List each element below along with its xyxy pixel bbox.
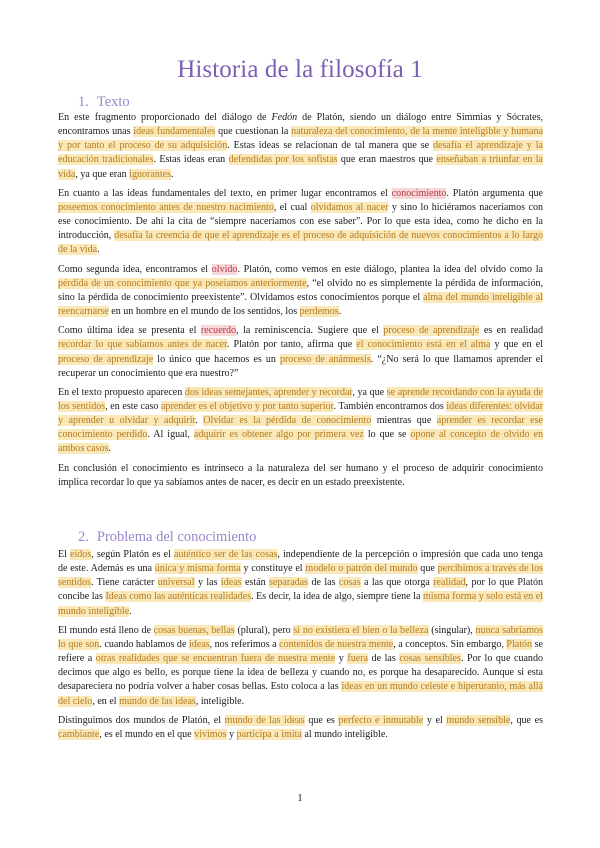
highlighted-text: proceso de aprendizaje (58, 353, 154, 365)
text-run: , es el mundo en el que (99, 728, 195, 740)
highlighted-text: cosas (338, 577, 361, 589)
text-run: , inteligible. (195, 695, 245, 707)
text-run: , independiente de la percepción o impresión que cada uno tenga de este. Además es una (58, 549, 543, 575)
text-run: . También encontramos dos (333, 400, 447, 412)
highlighted-text: perdemos (299, 306, 339, 318)
highlighted-text: perfecto e inmutable (338, 714, 424, 726)
text-run: , la reminiscencia. Sugiere que el (236, 325, 384, 337)
text-run: . Estas ideas se relacionan de tal manera que se (227, 140, 434, 152)
text-run: Como segunda idea, encontramos el (58, 263, 212, 275)
section-body-texto (58, 111, 543, 495)
text-run: es en realidad (479, 325, 543, 337)
paragraph (58, 548, 543, 619)
text-run: , ya que (352, 386, 387, 398)
text-run: y sino lo hiciéramos naceríamos con ese conocimiento. De ahí la cita de “siempre naceríamos con ese saber”. Por lo que esta idea, como he dicho en la introducción, (58, 201, 543, 242)
text-run: , nos referimos a (209, 638, 280, 650)
text-run: (singular), (428, 624, 476, 636)
paragraph (58, 714, 543, 742)
text-run: Distinguimos dos mundos de Platón, el (58, 714, 225, 726)
text-run: , por lo que Platón concibe las (58, 577, 543, 603)
highlighted-text: enseñaban a triunfar en la vida (58, 154, 544, 180)
highlighted-text: se aprende recordando con la ayuda de los sentidos (58, 386, 543, 412)
text-run: . (108, 443, 112, 455)
highlighted-text: mundo sensible (446, 714, 511, 726)
highlighted-text: ideas diferentes: olvidar y aprender u olvidar y adquirir (58, 400, 544, 427)
highlighted-text: ideas en un mundo celeste e hiperuranio, más allá del cielo (58, 681, 543, 707)
highlighted-text: defendidas por los sofistas (228, 154, 338, 166)
highlighted-text: contenidos de nuestra mente (279, 638, 394, 650)
highlighted-text: desafía el aprendizaje y la educación tradicionales (58, 140, 543, 166)
text-run: y el (423, 714, 447, 726)
highlighted-key-term: conocimiento (391, 187, 447, 199)
text-run: de Platón, siendo un diálogo entre Simmias y Sócrates, encontramos unas (58, 112, 543, 138)
highlighted-text: mundo de las ideas (119, 695, 196, 707)
highlighted-text: desafía la creencia de que el aprendizaje es el proceso de adquisición de nuevos conocimientos a lo largo de la vida (58, 230, 543, 256)
highlighted-text: adquirir es obtener algo por primera vez (193, 429, 364, 441)
text-run: . Platón, como vemos en este diálogo, plantea la idea del olvido como la (237, 263, 543, 275)
section-heading-texto (78, 94, 130, 111)
highlighted-text: fuera (347, 653, 368, 665)
highlighted-text: olvidamos al nacer (310, 201, 389, 213)
highlighted-text: Platón (506, 638, 533, 650)
paragraph (58, 187, 543, 258)
highlighted-text: nunca sabríamos lo que son (58, 624, 543, 650)
highlighted-text: cosas buenas, bellas (153, 624, 235, 636)
text-run: En este fragmento proporcionado del diálogo de (58, 112, 272, 123)
highlighted-text: ideas (188, 638, 210, 650)
text-run: En cuanto a las ideas fundamentales del texto, en primer lugar encontramos el (58, 187, 392, 199)
page-title: Historia de la filosofía 1 (177, 56, 423, 83)
highlighted-text: alma del mundo inteligible al reencarnarse (58, 291, 544, 318)
text-run: , a conceptos. Sin embargo, (393, 638, 507, 650)
text-run: que (417, 563, 438, 575)
highlighted-text: otras realidades que se encuentran fuera de nuestra mente (95, 653, 336, 665)
highlighted-key-term: recuerdo (200, 325, 237, 337)
text-run: , según Platón es el (91, 549, 175, 560)
section-number: 1. (78, 94, 89, 110)
text-run: de las (308, 577, 339, 589)
highlighted-text: percibimos a través de los sentidos (58, 563, 544, 589)
text-run: . Tiene carácter (90, 577, 158, 589)
highlighted-text: ideas (220, 577, 242, 589)
highlighted-text: Ideas como las auténticas realidades (105, 591, 252, 603)
text-run: . “¿No será lo que llamamos aprender el recuperar un conocimiento que era nuestro?” (58, 353, 543, 379)
text-run: (plural), pero (234, 624, 294, 636)
highlighted-text: el conocimiento está en el alma (356, 339, 491, 351)
text-run: . Platón por tanto, afirma que (226, 339, 357, 351)
highlighted-text: aprender es recordar ese conocimiento perdido (58, 415, 543, 441)
highlighted-text: separadas (269, 577, 309, 589)
highlighted-text: auténtico ser de las cosas (174, 549, 278, 560)
text-run: En conclusión el conocimiento es intrínseco a la naturaleza del ser humano y el proceso de adquirir conocimiento implica recordar lo que ya sabíamos antes de nacer, es decir en un estado preexistente. (58, 462, 543, 488)
highlighted-text: mundo de las ideas (224, 714, 305, 726)
text-run: de las (367, 653, 400, 665)
text-run: están (241, 577, 269, 589)
highlighted-text: vivimos (194, 728, 227, 740)
text-run: mientras que (371, 415, 437, 427)
text-run: y (226, 728, 237, 740)
highlighted-text: si no existiera el bien o la belleza (293, 624, 429, 636)
highlighted-text: ignorantes (129, 168, 172, 180)
text-run: que cuestionan la (215, 126, 292, 138)
highlighted-key-term: olvido (211, 263, 238, 275)
text-run: . Platón argumenta que (446, 187, 543, 199)
highlighted-text: pérdida de un conocimiento que ya poseíamos anteriormente (58, 277, 307, 289)
section-number: 2. (78, 529, 89, 545)
highlighted-text: proceso de anámnesis (280, 353, 371, 365)
text-run: y constituye el (240, 563, 306, 575)
highlighted-text: realidad (433, 577, 466, 589)
italic-text: Fedón (271, 112, 298, 123)
text-run: al mundo inteligible. (301, 728, 388, 740)
text-run: en un hombre en el mundo de los sentidos, los (108, 306, 300, 318)
section-body-conocimiento (58, 548, 543, 747)
text-run: . Es decir, la idea de algo, siempre tiene la (251, 591, 423, 603)
text-run: . Estas ideas eran (153, 154, 229, 166)
highlighted-text: recordar lo que sabíamos antes de nacer (58, 339, 227, 351)
text-run: lo que se (363, 429, 411, 441)
paragraph (58, 386, 543, 457)
text-run: , ya que eran (75, 168, 130, 180)
text-run: . (97, 244, 100, 256)
text-run: a las que otorga (360, 577, 434, 589)
text-run: , que es (510, 714, 543, 726)
text-run: que eran maestros que (337, 154, 437, 166)
highlighted-text: única y misma forma (154, 563, 241, 575)
text-run: y (335, 653, 348, 665)
text-run: . cuando hablamos de (99, 638, 189, 650)
highlighted-text: opone al concepto de olvido en ambos casos (58, 429, 543, 455)
highlighted-text: aprender es el objetivo y por tanto superior (160, 400, 334, 412)
highlighted-text: cambiante (58, 728, 100, 740)
text-run: El (58, 549, 71, 560)
text-run: , el cual (273, 201, 311, 213)
section-title: Texto (96, 94, 130, 110)
text-run: El mundo está lleno de (58, 624, 154, 636)
page-number: 1 (297, 792, 303, 804)
highlighted-text: proceso de aprendizaje (383, 325, 480, 337)
text-run: , en el (92, 695, 120, 707)
highlighted-text: Olvidar es la pérdida de conocimiento (203, 415, 372, 427)
text-run: . (171, 168, 174, 180)
text-run: y que en el (490, 339, 543, 351)
text-run: . (129, 605, 132, 617)
text-run: y las (194, 577, 221, 589)
text-run: se refiere a (58, 638, 543, 665)
highlighted-text: ideas fundamentales (133, 126, 216, 138)
text-run: . Por lo que cuando decimos que algo es bello, es porque tiene la idea de belleza y cuando no, es porque ha desaparecido. Aunque si esta desapareciera no podría volver a haber cosas bellas. Esto coloca a las (58, 653, 543, 693)
section-heading-conocimiento (78, 529, 256, 546)
highlighted-text: participa a imita (236, 728, 302, 740)
text-run: , “el olvido no es simplemente la pérdida de información, sino la pérdida de conocimiento preexistente”. Olvidamos estos conocimientos porque el (58, 277, 543, 303)
paragraph (58, 111, 543, 182)
text-run: . Al igual, (147, 429, 194, 441)
text-run: Como última idea se presenta el (58, 325, 201, 337)
text-run: , en este caso (105, 400, 161, 412)
paragraph (58, 624, 543, 709)
highlighted-text: poseemos conocimiento antes de nuestro nacimiento (58, 201, 274, 213)
highlighted-text: universal (157, 577, 195, 589)
section-title: Problema del conocimiento (96, 529, 257, 545)
text-run: . (338, 306, 342, 318)
paragraph (58, 324, 543, 381)
text-run: En el texto propuesto aparecen (58, 386, 185, 398)
text-run: lo único que hacemos es un (153, 353, 280, 365)
highlighted-text: misma forma y solo está en el mundo inteligible (58, 591, 543, 617)
highlighted-text: eidos (70, 549, 92, 560)
paragraph (58, 462, 543, 490)
highlighted-text: naturaleza del conocimiento, de la mente inteligible y humana y por tanto el proceso de su adquisición (58, 126, 543, 152)
highlighted-text: cosas sensibles (399, 653, 461, 665)
highlighted-text: modelo o patrón del mundo (305, 563, 418, 575)
paragraph (58, 263, 543, 320)
text-run: que es (304, 714, 339, 726)
highlighted-text: dos ideas semejantes, aprender y recordar (184, 386, 353, 398)
text-run: . (195, 415, 204, 427)
